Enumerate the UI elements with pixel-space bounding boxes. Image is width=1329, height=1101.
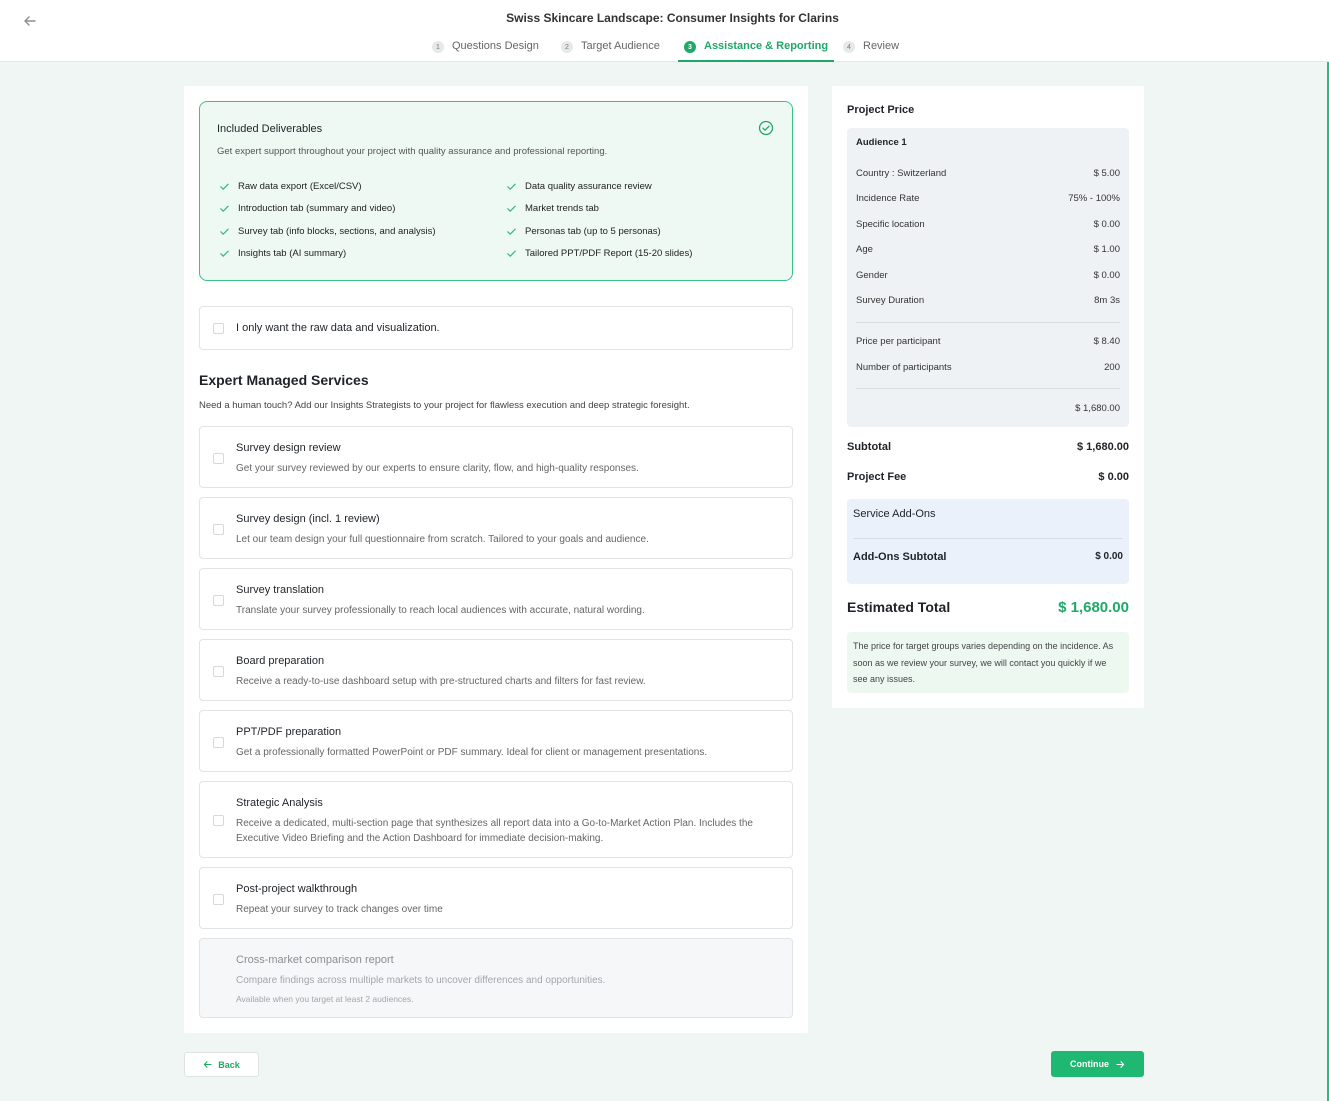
price-row-label: Gender — [856, 270, 888, 281]
divider — [856, 388, 1120, 389]
continue-button-label: Continue — [1070, 1059, 1109, 1069]
price-row-value: $ 0.00 — [1093, 219, 1120, 230]
subtotal-value: $ 1,680.00 — [1077, 441, 1129, 453]
step-label: Questions Design — [452, 40, 539, 52]
price-row — [856, 295, 1120, 306]
check-icon — [506, 248, 517, 259]
service-checkbox[interactable] — [213, 894, 224, 905]
step-number: 2 — [561, 41, 573, 53]
service-checkbox[interactable] — [213, 737, 224, 748]
back-button-label: Back — [218, 1059, 240, 1070]
price-row — [856, 193, 1120, 204]
deliverable-label: Tailored PPT/PDF Report (15-20 slides) — [525, 248, 693, 259]
deliverable-label: Raw data export (Excel/CSV) — [238, 181, 362, 192]
deliverables-subtitle: Get expert support throughout your project with quality assurance and professional reporting. — [217, 146, 608, 157]
deliverable-item — [506, 248, 692, 259]
service-title: Survey translation — [236, 584, 325, 596]
service-title: Survey design review — [236, 442, 341, 454]
service-title: Cross-market comparison report — [236, 954, 394, 966]
arrow-left-icon — [203, 1060, 212, 1069]
price-row — [856, 336, 1120, 347]
project-price-card — [832, 86, 1144, 708]
deliverable-label: Data quality assurance review — [525, 181, 652, 192]
service-survey-translation[interactable] — [199, 568, 793, 630]
deliverables-title: Included Deliverables — [217, 123, 323, 135]
stepper — [0, 40, 1329, 62]
price-row-label: Age — [856, 244, 873, 255]
step-label: Review — [863, 40, 900, 52]
deliverable-item — [219, 181, 362, 192]
service-description: Let our team design your full questionnaire from scratch. Tailored to your goals and audience. — [236, 534, 649, 545]
price-row-label: Number of participants — [856, 362, 952, 373]
service-description: Get your survey reviewed by our experts to ensure clarity, flow, and high-quality responses. — [236, 463, 639, 474]
service-checkbox[interactable] — [213, 453, 224, 464]
raw-data-checkbox[interactable] — [213, 323, 224, 334]
step-number: 3 — [684, 41, 696, 53]
service-title: Survey design (incl. 1 review) — [236, 513, 380, 525]
deliverable-item — [219, 248, 346, 259]
service-strategic-analysis[interactable] — [199, 781, 793, 858]
check-icon — [219, 181, 230, 192]
price-row-value: $ 8.40 — [1093, 336, 1120, 347]
check-icon — [506, 203, 517, 214]
project-fee-label: Project Fee — [847, 471, 907, 483]
divider — [853, 538, 1123, 539]
deliverable-item — [219, 203, 395, 214]
service-title: Strategic Analysis — [236, 797, 323, 809]
tab-target-audience[interactable] — [561, 40, 660, 62]
project-fee-row — [847, 471, 1129, 483]
audience-total-row — [856, 403, 1120, 414]
service-description: Repeat your survey to track changes over time — [236, 904, 443, 915]
service-cross-market-comparison — [199, 938, 793, 1018]
service-survey-design[interactable] — [199, 497, 793, 559]
back-button[interactable] — [184, 1052, 259, 1077]
price-row-value: $ 0.00 — [1093, 270, 1120, 281]
service-description: Compare findings across multiple markets to uncover differences and opportunities. — [236, 975, 606, 986]
step-label: Assistance & Reporting — [704, 40, 829, 52]
service-ppt-pdf-preparation[interactable] — [199, 710, 793, 772]
service-board-preparation[interactable] — [199, 639, 793, 701]
price-row-value: 200 — [1104, 362, 1120, 373]
service-checkbox[interactable] — [213, 595, 224, 606]
check-icon — [219, 203, 230, 214]
deliverable-label: Market trends tab — [525, 203, 599, 214]
check-circle-icon — [758, 120, 774, 136]
pricing-note: The price for target groups varies depending on the incidence. As soon as we review your survey, we will contact you quickly if we see any issues. — [847, 632, 1129, 693]
subtotal-row — [847, 441, 1129, 453]
main-card — [184, 86, 808, 1033]
included-deliverables-card — [199, 101, 793, 281]
service-checkbox[interactable] — [213, 666, 224, 677]
price-row — [856, 362, 1120, 373]
subtotal-label: Subtotal — [847, 441, 891, 453]
service-addons-box — [847, 499, 1129, 584]
service-title: PPT/PDF preparation — [236, 726, 342, 738]
estimated-total-label: Estimated Total — [847, 599, 951, 615]
price-row-value: $ 1.00 — [1093, 244, 1120, 255]
deliverable-label: Introduction tab (summary and video) — [238, 203, 396, 214]
service-description: Translate your survey professionally to reach local audiences with accurate, natural wording. — [236, 605, 645, 616]
project-price-title: Project Price — [847, 104, 915, 116]
price-row — [856, 244, 1120, 255]
tab-review[interactable] — [843, 40, 899, 62]
step-number: 1 — [432, 41, 444, 53]
service-checkbox[interactable] — [213, 815, 224, 826]
price-row — [856, 168, 1120, 179]
price-row-label: Incidence Rate — [856, 193, 920, 204]
tab-questions-design[interactable] — [432, 40, 539, 62]
service-title: Post-project walkthrough — [236, 883, 358, 895]
price-row-value: 8m 3s — [1094, 295, 1120, 306]
service-description: Receive a ready-to-use dashboard setup with pre-structured charts and filters for fast review. — [236, 676, 646, 687]
price-row-label: Country : Switzerland — [856, 168, 947, 179]
check-icon — [219, 226, 230, 237]
price-row — [856, 270, 1120, 281]
deliverable-item — [506, 181, 652, 192]
deliverable-label: Personas tab (up to 5 personas) — [525, 226, 661, 237]
price-row-label: Survey Duration — [856, 295, 925, 306]
audience-breakdown — [847, 128, 1129, 427]
tab-assistance-reporting[interactable] — [678, 40, 834, 62]
estimated-total-row — [847, 599, 1129, 616]
addons-subtotal-row — [853, 551, 1123, 563]
expert-services-heading: Expert Managed Services — [199, 372, 369, 388]
page-title: Swiss Skincare Landscape: Consumer Insights for Clarins — [506, 11, 839, 25]
deliverable-label: Survey tab (info blocks, sections, and analysis) — [238, 226, 436, 237]
service-description: Receive a dedicated, multi-section page that synthesizes all report data into a Go-to-Market Action Plan. Includes the Executive Video Briefing and the Action Dashboard for immediate decision-making. — [236, 818, 753, 844]
addons-title: Service Add-Ons — [853, 508, 936, 520]
addons-subtotal-value: $ 0.00 — [1095, 551, 1123, 562]
audience-total-value: $ 1,680.00 — [1075, 403, 1120, 414]
service-survey-design-review[interactable] — [199, 426, 793, 488]
deliverable-item — [506, 226, 661, 237]
price-row — [856, 219, 1120, 230]
deliverable-item — [219, 226, 435, 237]
service-title: Board preparation — [236, 655, 325, 667]
check-icon — [219, 248, 230, 259]
service-checkbox[interactable] — [213, 524, 224, 535]
deliverable-label: Insights tab (AI summary) — [238, 248, 347, 259]
service-description: Get a professionally formatted PowerPoint or PDF summary. Ideal for client or management presentations. — [236, 747, 708, 758]
estimated-total-value: $ 1,680.00 — [1058, 599, 1129, 616]
price-row-label: Specific location — [856, 219, 925, 230]
step-label: Target Audience — [581, 40, 660, 52]
check-icon — [506, 226, 517, 237]
project-fee-value: $ 0.00 — [1098, 471, 1129, 483]
check-icon — [506, 181, 517, 192]
top-bar — [0, 0, 1329, 62]
service-availability-note: Available when you target at least 2 audiences. — [236, 994, 414, 1004]
continue-button[interactable] — [1051, 1051, 1144, 1077]
step-number: 4 — [843, 41, 855, 53]
deliverable-item — [506, 203, 599, 214]
audience-title: Audience 1 — [856, 137, 907, 148]
price-row-value: $ 5.00 — [1093, 168, 1120, 179]
price-row-label: Price per participant — [856, 336, 941, 347]
expert-services-subtitle: Need a human touch? Add our Insights Strategists to your project for flawless execution and deep strategic foresight. — [199, 400, 690, 411]
raw-data-label: I only want the raw data and visualization. — [236, 322, 440, 334]
addons-subtotal-label: Add-Ons Subtotal — [853, 551, 947, 563]
arrow-right-icon — [1116, 1060, 1125, 1069]
service-post-project-walkthrough[interactable] — [199, 867, 793, 929]
raw-data-only-option[interactable] — [199, 306, 793, 350]
price-row-value: 75% - 100% — [1068, 193, 1120, 204]
divider — [856, 322, 1120, 323]
